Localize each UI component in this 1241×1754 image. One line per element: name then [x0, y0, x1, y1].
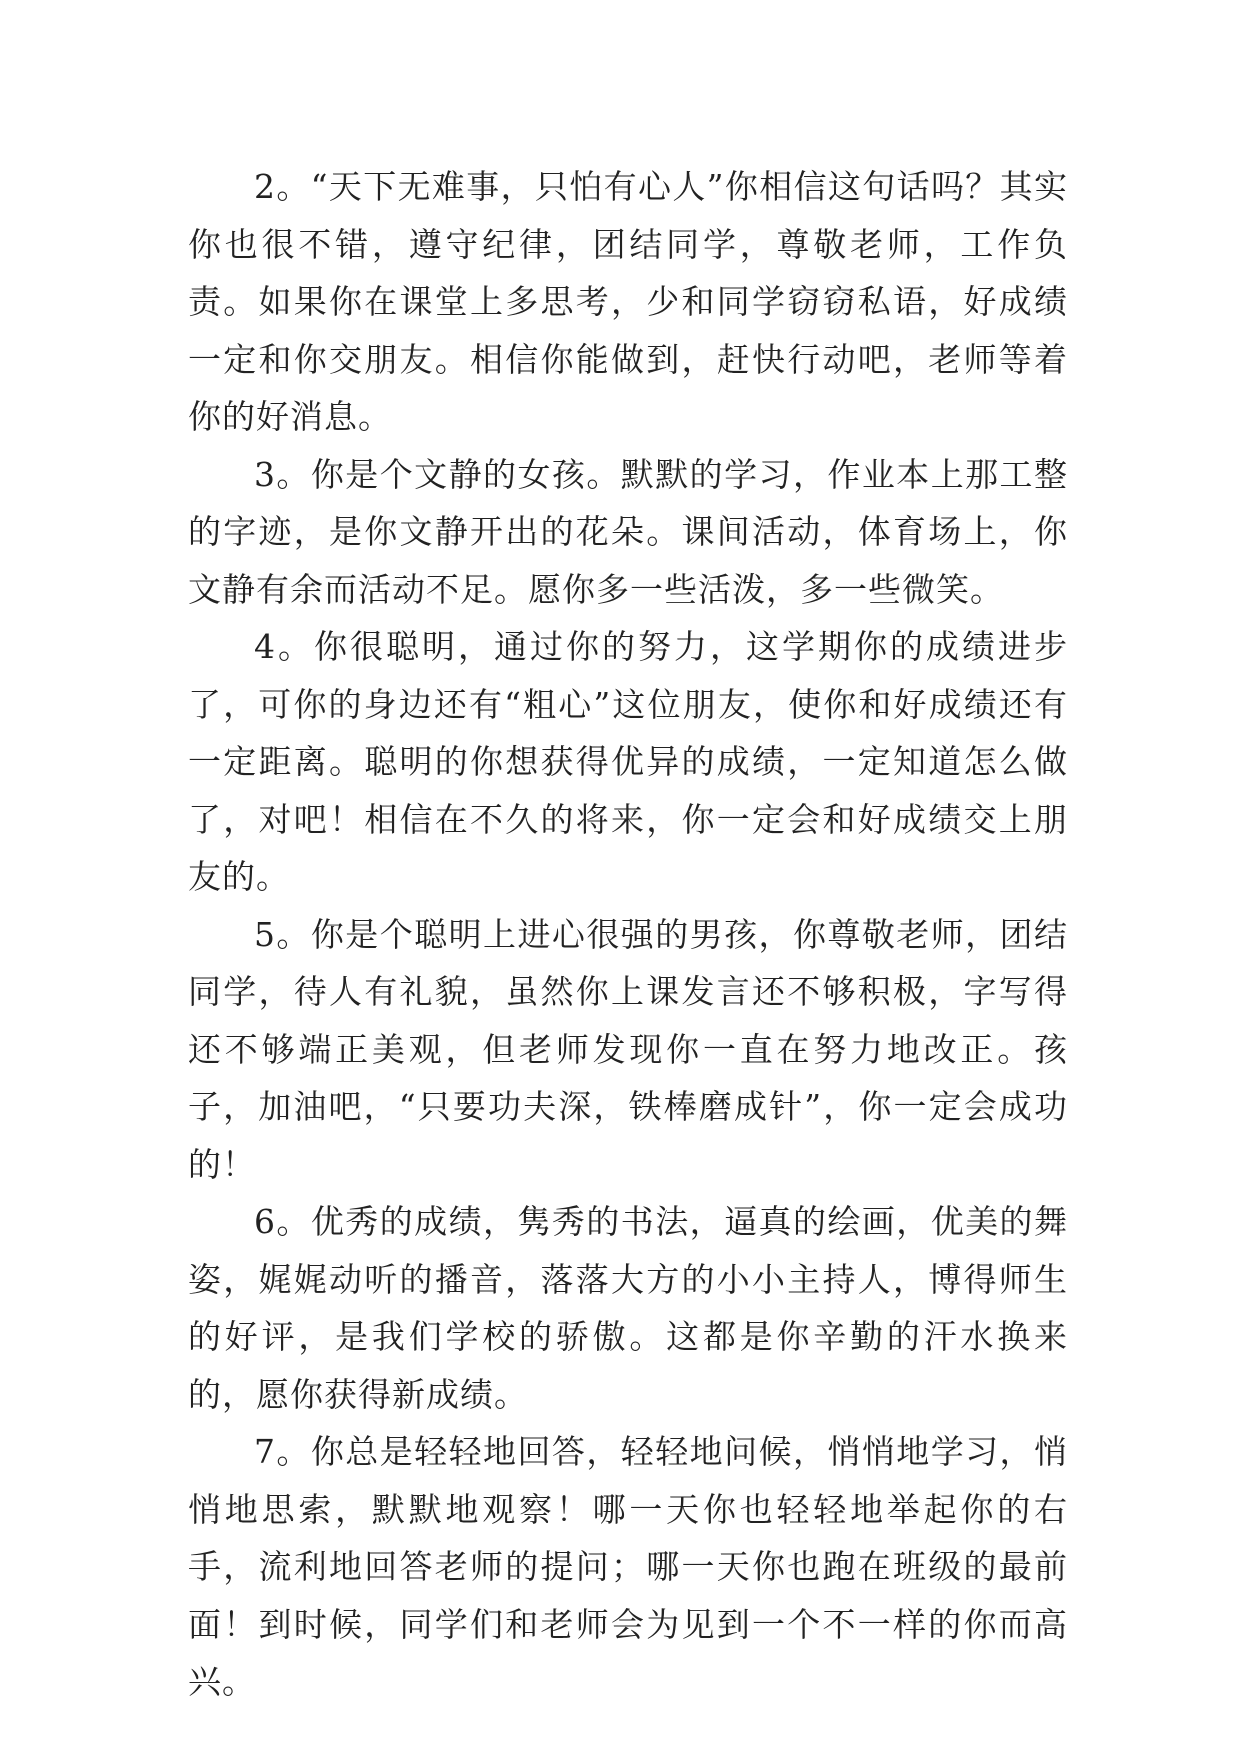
paragraph-5: 5。你是个聪明上进心很强的男孩，你尊敬老师，团结同学，待人有礼貌，虽然你上课发言还不够积极，字写得还不够端正美观，但老师发现你一直在努力地改正。孩子，加油吧，“只要功夫深，铁棒磨成针”，你一定会成功的！ [188, 914, 1068, 1184]
paragraph-2: 2。“天下无难事，只怕有心人”你相信这句话吗？其实你也很不错，遵守纪律，团结同学，尊敬老师，工作负责。如果你在课堂上多思考，少和同学窃窃私语，好成绩一定和你交朋友。相信你能做到，赶快行动吧，老师等着你的好消息。 [188, 167, 1068, 436]
paragraph-3: 3。你是个文静的女孩。默默的学习，作业本上那工整的字迹，是你文静开出的花朵。课间活动，体育场上，你文静有余而活动不足。愿你多一些活泼，多一些微笑。 [188, 454, 1068, 609]
paragraph-4: 4。你很聪明，通过你的努力，这学期你的成绩进步了，可你的身边还有“粗心”这位朋友，使你和好成绩还有一定距离。聪明的你想获得优异的成绩，一定知道怎么做了，对吧！相信在不久的将来，你一定会和好成绩交上朋友的。 [188, 627, 1068, 896]
paragraph-7: 7。你总是轻轻地回答，轻轻地问候，悄悄地学习，悄悄地思索，默默地观察！哪一天你也轻轻地举起你的右手，流利地回答老师的提问；哪一天你也跑在班级的最前面！到时候，同学们和老师会为见到一个不一样的你而高兴。 [188, 1432, 1068, 1701]
paragraph-6: 6。优秀的成绩，隽秀的书法，逼真的绘画，优美的舞姿，娓娓动听的播音，落落大方的小小主持人，博得师生的好评，是我们学校的骄傲。这都是你辛勤的汗水换来的，愿你获得新成绩。 [188, 1202, 1068, 1414]
document-body [188, 158, 1068, 1711]
